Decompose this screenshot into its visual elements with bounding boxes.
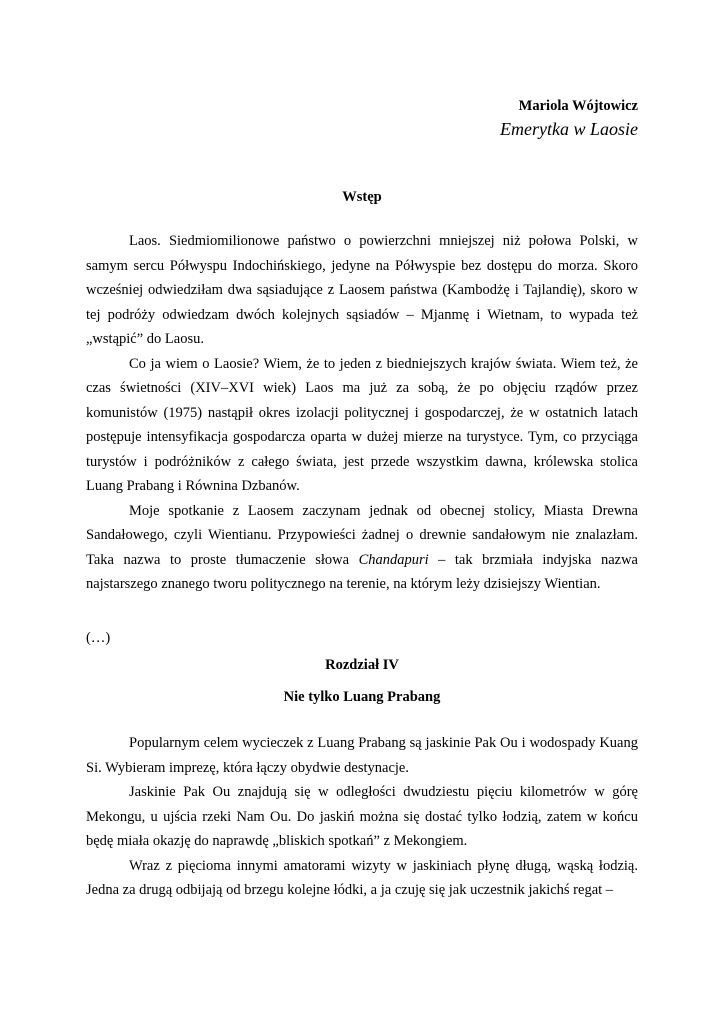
ellipsis: (…) [86, 630, 111, 646]
chapter-paragraph-1: Popularnym celem wycieczek z Luang Prabang są jaskinie Pak Ou i wodospady Kuang Si. Wybieram imprezę, która łączy obydwie destynacje. [86, 735, 638, 776]
chandapuri-term: Chandapuri [358, 551, 429, 568]
chapter-paragraph-3: Wraz z pięcioma innymi amatorami wizyty w jaskiniach płynę długą, wąską łodzią. Jedna za drugą odbijają od brzegu kolejne łódki, a ja czuję się jak uczestnik jakichś regat – [86, 857, 638, 898]
intro-paragraph-3-start: Moje spotkanie z Laosem zaczynam jednak od obecnej stolicy, Miasta Drewna Sandałowego, czyli Wientianu. Przypowieści żadnej o drewnie sandałowym nie znalazłam. Taka nazwa to proste tłumaczenie słowa [86, 502, 638, 568]
chapter-text [86, 731, 638, 903]
intro-paragraph-3-end: – tak brzmiała indyjska nazwa najstarszego znanego tworu politycznego na terenie, na którym leży dzisiejszy Wientian. [86, 551, 638, 592]
intro-paragraph-3 [86, 499, 638, 597]
intro-paragraph-1: Laos. Siedmiomilionowe państwo o powierzchni mniejszej niż połowa Polski, w samym sercu Półwyspu Indochińskiego, jedyne na Półwyspie bez dostępu do morza. Skoro wcześniej odwiedziłam dwa sąsiadujące z Laosem państwa (Kambodżę i Tajlandię), skoro w tej podróży odwiedzam dwóch kolejnych sąsiadów – Mjanmę i Wietnam, to wypada też „wstąpić” do Laosu. [86, 233, 638, 347]
intro-text [86, 229, 638, 597]
chapter-paragraph-2: Jaskinie Pak Ou znajdują się w odległości dwudziestu pięciu kilometrów w górę Mekongu, u ujścia rzeki Nam Ou. Do jaskiń można się dostać tylko łodzią, zatem w końcu będę miała okazję do naprawdę „bliskich spotkań” z Mekongiem. [86, 784, 638, 849]
book-title: Emerytka w Laosie [500, 119, 638, 139]
chapter-title: Nie tylko Luang Prabang [283, 689, 441, 705]
intro-heading: Wstęp [342, 189, 382, 205]
chapter-label: Rozdział IV [325, 657, 399, 673]
intro-paragraph-2: Co ja wiem o Laosie? Wiem, że to jeden z biedniejszych krajów świata. Wiem też, że czas świetności (XIV–XVI wiek) Laos ma już za sobą, że po objęciu rządów przez komunistów (1975) nastąpił okres izolacji politycznej i gospodarczej, że w ostatnich latach postępuje intensyfikacja gospodarcza oparta w dużej mierze na turystyce. Tym, co przyciąga turystów i podróżników z całego świata, jest przede wszystkim dawna, królewska stolica Luang Prabang i Równina Dzbanów. [86, 355, 638, 494]
author-name: Mariola Wójtowicz [518, 98, 638, 114]
